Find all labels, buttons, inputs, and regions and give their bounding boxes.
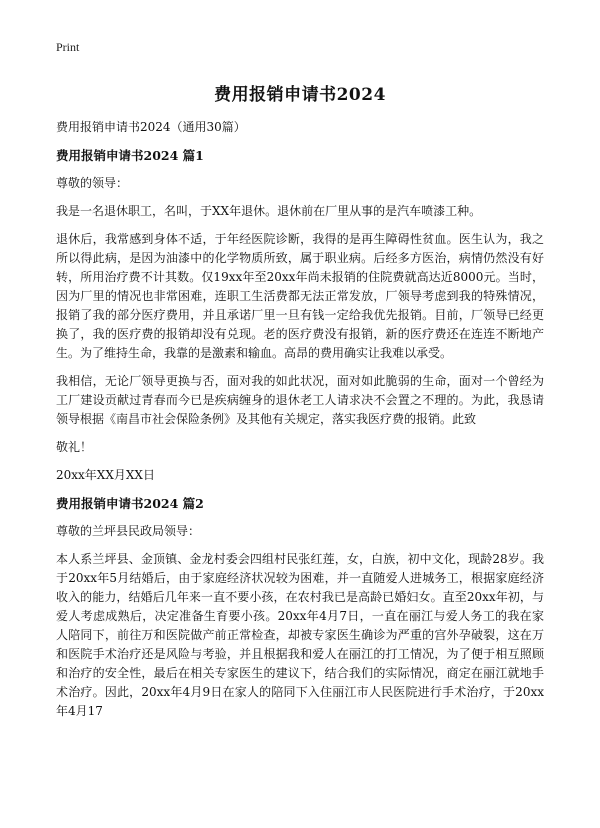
document-subtitle: 费用报销申请书2024（通用30篇） bbox=[56, 120, 246, 134]
paragraph: 我是一名退休职工，名叫，于XX年退休。退休前在厂里从事的是汽车喷漆工种。 bbox=[56, 204, 482, 218]
closing: 敬礼！ bbox=[56, 440, 93, 454]
print-link[interactable]: Print bbox=[56, 40, 80, 54]
document-title: 费用报销申请书2024 bbox=[214, 85, 386, 105]
date-line: 20xx年XX月XX日 bbox=[56, 468, 155, 482]
document-body bbox=[56, 118, 544, 730]
paragraph: 退休后，我常感到身体不适，于年经医院诊断，我得的是再生障碍性贫血。医生认为，我之所以得此病，是因为油漆中的化学物质所致，属于职业病。后经多方医治，病情仍然没有好转，所用治疗费不计其数。仅19xx年至20xx年尚未报销的住院费就高达近8000元。当时，因为厂里的情况也非常困难，连职工生活费都无法正常发放，厂领导考虑到我的特殊情况，报销了我的部分医疗费用，并且承诺厂里一旦有钱一定给我优先报销。目前，厂领导已经更换了，我的医疗费的报销却没有兑现。老的医疗费没有报销，新的医疗费还在连连不断地产生。为了维持生命，我靠的是激素和输血。高昂的费用确实让我难以承受。 bbox=[56, 232, 544, 360]
paragraph: 本人系兰坪县、金顶镇、金龙村委会四组村民张红莲，女，白族，初中文化，现龄28岁。我于20xx年5月结婚后，由于家庭经济状况较为困难，并一直随爱人进城务工，根据家庭经济收入的能力，结婚后几年来一直不要小孩，在农村我已是高龄已婚妇女。直至20xx年初，与爱人考虑成熟后，决定准备生育要小孩。20xx年4月7日，一直在丽江与爱人务工的我在家人陪同下，前往万和医院做产前正常检查，却被专家医生确诊为严重的宫外孕破裂，这在万和医院手术治疗还是风险与考验，并且根据我和爱人在丽江的打工情况，为了便于相互照顾和治疗的安全性，最后在相关专家医生的建议下，结合我们的实际情况，商定在丽江就地手术治疗。因此，20xx年4月9日在家人的陪同下入住丽江市人民医院进行手术治疗，于20xx年4月17 bbox=[56, 552, 544, 718]
salutation: 尊敬的兰坪县民政局领导： bbox=[56, 524, 201, 538]
section-heading: 费用报销申请书2024 篇1 bbox=[56, 148, 204, 163]
section-heading: 费用报销申请书2024 篇2 bbox=[56, 496, 204, 511]
paragraph: 我相信，无论厂领导更换与否，面对我的如此状况，面对如此脆弱的生命，面对一个曾经为工厂建设贡献过青春而今已是疾病缠身的退休老工人请求决不会置之不理的。为此，我恳请领导根据《南昌市社会保险条例》及其他有关规定，落实我医疗费的报销。此致 bbox=[56, 374, 544, 426]
salutation: 尊敬的领导： bbox=[56, 176, 129, 190]
